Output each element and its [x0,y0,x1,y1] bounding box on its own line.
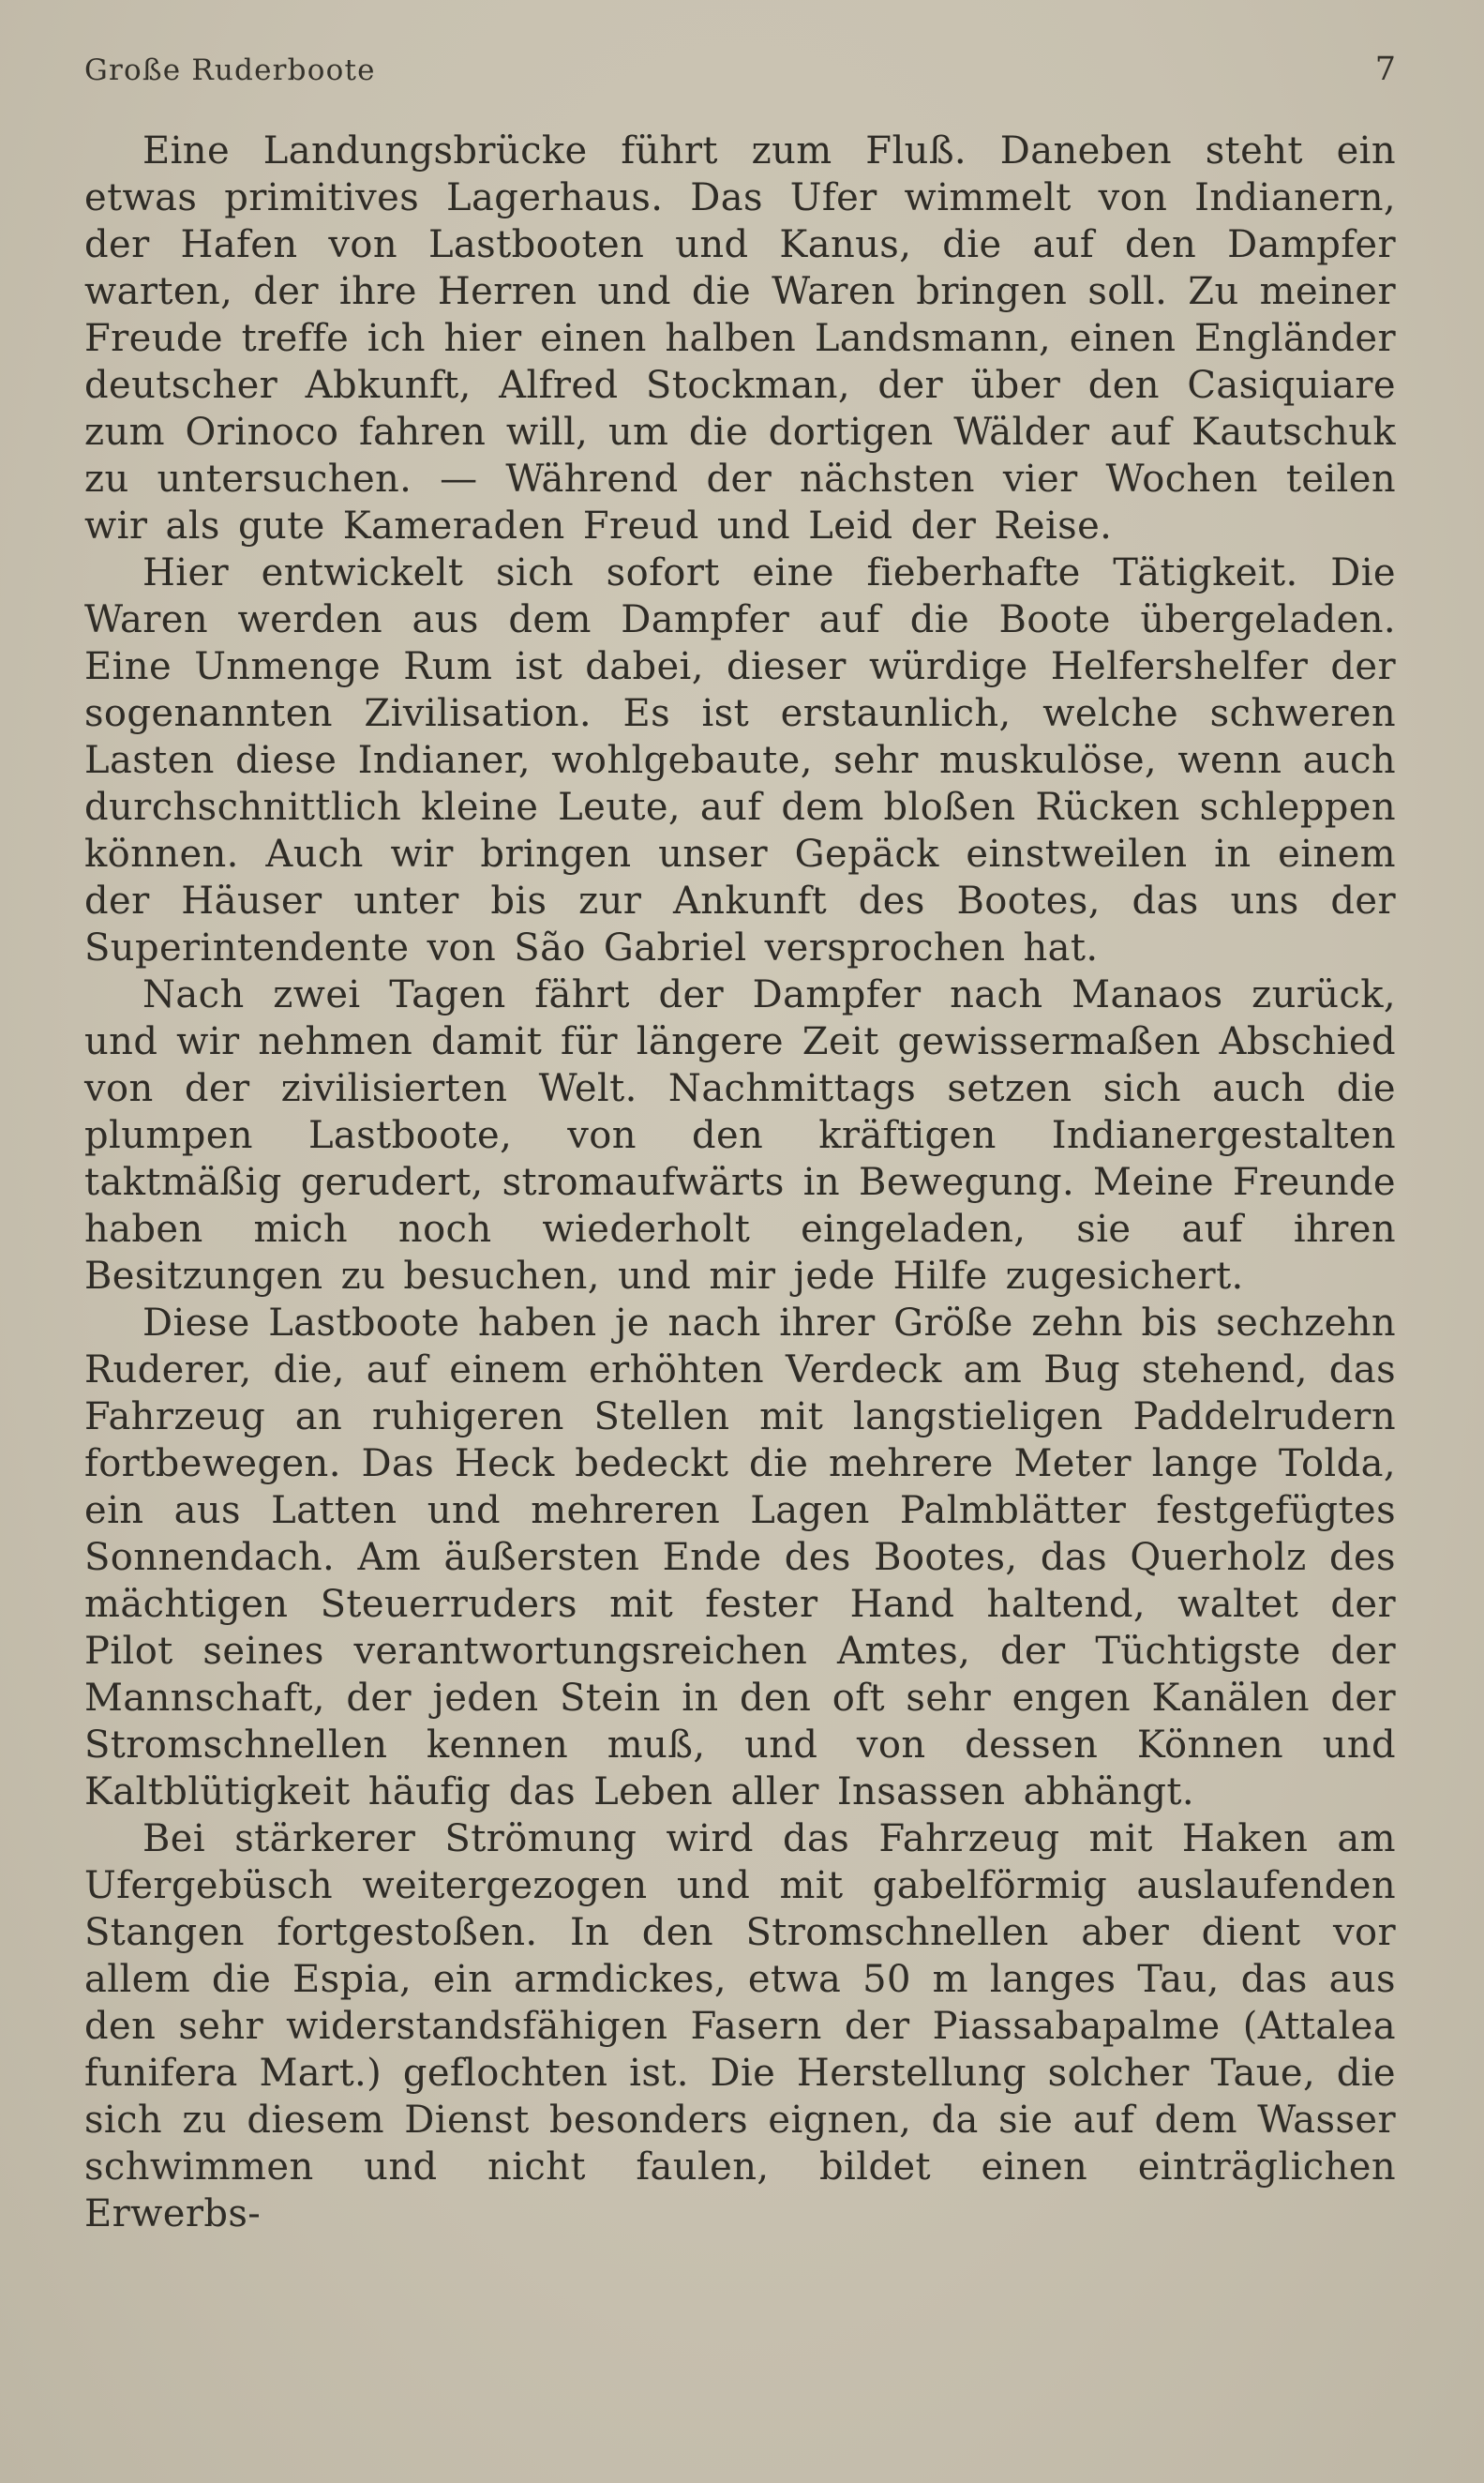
running-title: Große Ruderboote [84,53,376,87]
paragraph-2: Hier entwickelt sich sofort eine fieberhafte Tätigkeit. Die Waren werden aus dem Dampfer auf die Boote übergeladen. Eine Unmenge Rum ist dabei, dieser würdige Helfershelfer der sogenannten Zivilisation. Es ist erstaunlich, welche schweren Lasten diese Indianer, wohlgebaute, sehr muskulöse, wenn auch durchschnittlich kleine Leute, auf dem bloßen Rücken schleppen können. Auch wir bringen unser Gepäck einstweilen in einem der Häuser unter bis zur Ankunft des Bootes, das uns der Superintendente von São Gabriel versprochen hat. [84,551,1396,970]
paragraph-1: Eine Landungsbrücke führt zum Fluß. Daneben steht ein etwas primitives Lagerhaus. Das Ufer wimmelt von Indianern, der Hafen von Lastbooten und Kanus, die auf den Dampfer warten, der ihre Herren und die Waren bringen soll. Zu meiner Freude treffe ich hier einen halben Landsmann, einen Engländer deutscher Abkunft, Alfred Stockman, der über den Casiquiare zum Orinoco fahren will, um die dortigen Wälder auf Kautschuk zu untersuchen. — Während der nächsten vier Wochen teilen wir als gute Kameraden Freud und Leid der Reise. [84,129,1396,548]
page-number: 7 [1374,51,1396,88]
paragraph-3: Nach zwei Tagen fährt der Dampfer nach Manaos zurück, und wir nehmen damit für längere Zeit gewissermaßen Abschied von der zivilisierten Welt. Nachmittags setzen sich auch die plumpen Lastboote, von den kräftigen Indianergestalten taktmäßig gerudert, stromaufwärts in Bewegung. Meine Freunde haben mich noch wiederholt eingeladen, sie auf ihren Besitzungen zu besuchen, und mir jede Hilfe zugesichert. [84,973,1396,1298]
paragraph-4: Diese Lastboote haben je nach ihrer Größe zehn bis sechzehn Ruderer, die, auf einem erhöhten Verdeck am Bug stehend, das Fahrzeug an ruhigeren Stellen mit langstieligen Paddelrudern fortbewegen. Das Heck bedeckt die mehrere Meter lange Tolda, ein aus Latten und mehreren Lagen Palmblätter festgefügtes Sonnendach. Am äußersten Ende des Bootes, das Querholz des mächtigen Steuerruders mit fester Hand haltend, waltet der Pilot seines verantwortungsreichen Amtes, der Tüchtigste der Mannschaft, der jeden Stein in den oft sehr engen Kanälen der Stromschnellen kennen muß, und von dessen Können und Kaltblütigkeit häufig das Leben aller Insassen abhängt. [84,1302,1396,1813]
paragraph-5: Bei stärkerer Strömung wird das Fahrzeug mit Haken am Ufergebüsch weitergezogen und mit gabelförmig auslaufenden Stangen fortgestoßen. In den Stromschnellen aber dient vor allem die Espia, ein armdickes, etwa 50 m langes Tau, das aus den sehr widerstandsfähigen Fasern der Piassabapalme (Attalea funifera Mart.) geflochten ist. Die Herstellung solcher Taue, die sich zu diesem Dienst besonders eignen, da sie auf dem Wasser schwimmen und nicht faulen, bildet einen einträglichen Erwerbs- [84,1817,1396,2235]
body-text [84,128,1396,2237]
running-header [84,51,1396,88]
